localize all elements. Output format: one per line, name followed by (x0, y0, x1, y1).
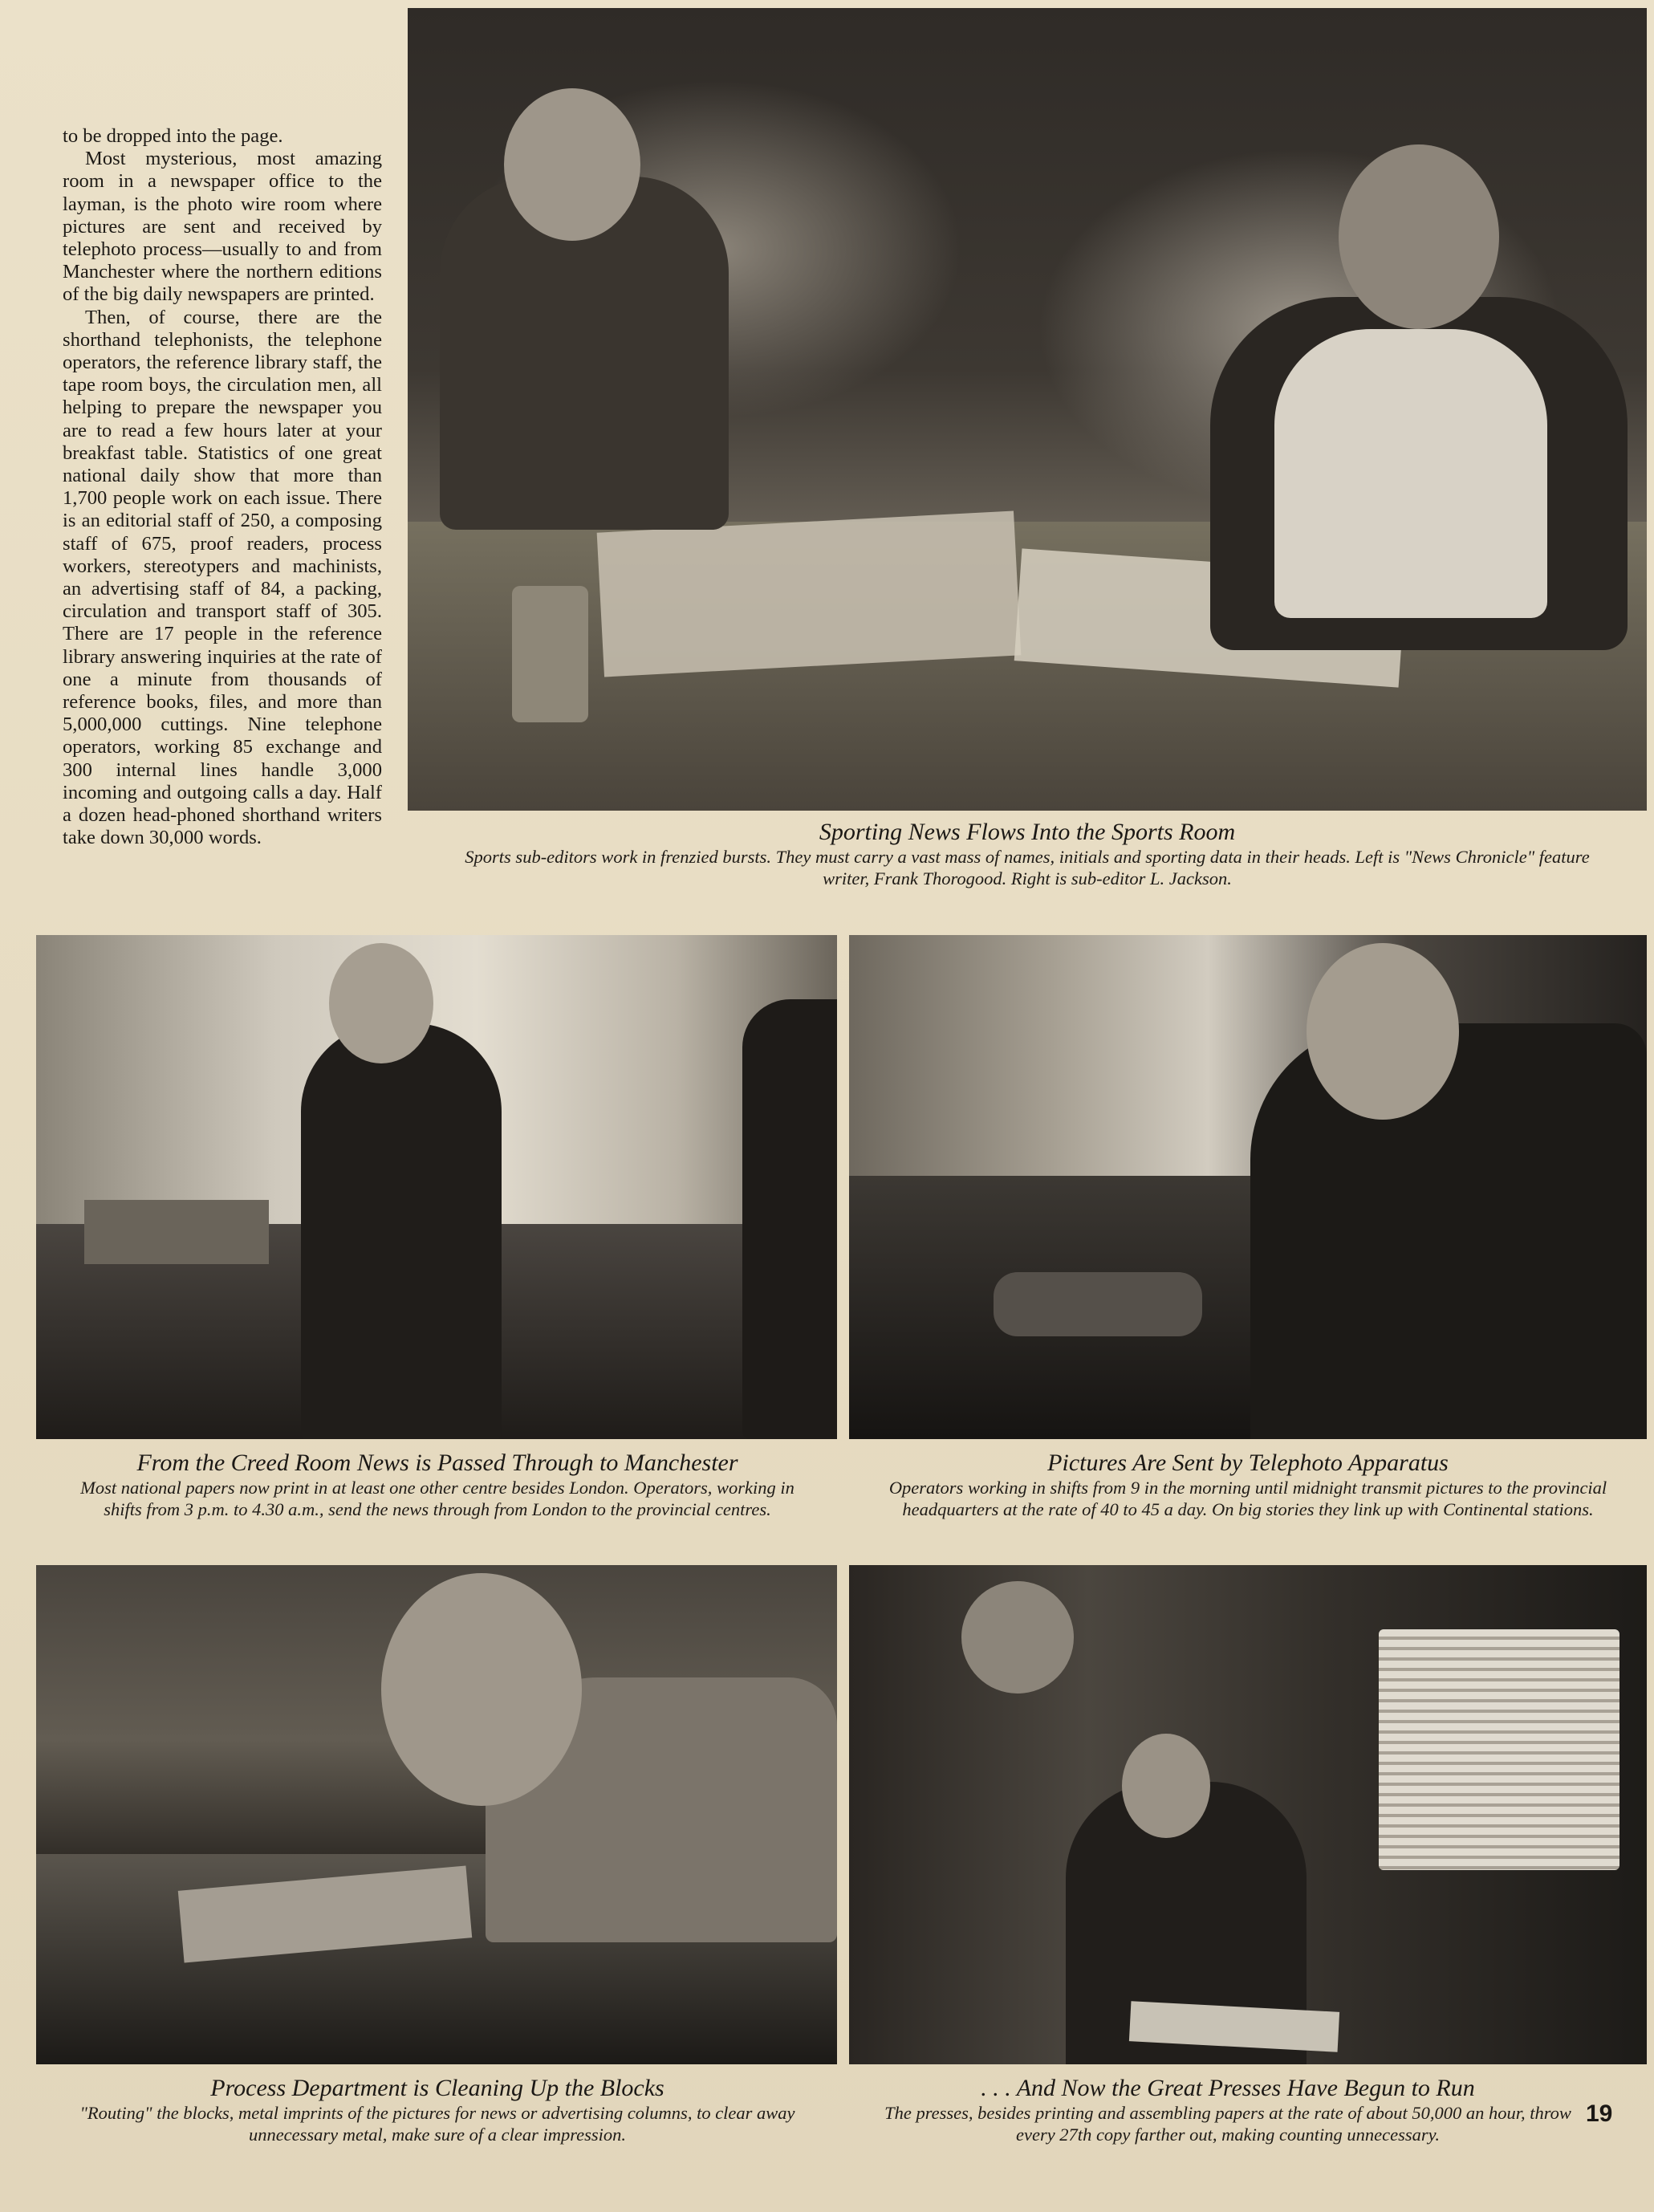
photo-presses (849, 1565, 1647, 2064)
photo-caption: Sports sub-editors work in frenzied bursts. They must carry a vast mass of names, initials and sporting data in their heads. Left is "News Chronicle" feature writer, Frank Thorogood. Right is sub-editor L. Jackson. (465, 847, 1590, 888)
photo-caption: The presses, besides printing and assembling papers at the rate of about 50,000 an hour, throw every 27th copy farther out, making counting unnecessary. (884, 2103, 1571, 2145)
caption-process-department (68, 2075, 807, 2145)
photo-caption: "Routing" the blocks, metal imprints of the pictures for news or advertising columns, to clear away unnecessary metal, make sure of a clear impression. (79, 2103, 795, 2145)
paragraph: Most mysterious, most amazing room in a newspaper office to the layman, is the photo wire room where pictures are sent and received by telephoto process—usually to and from Manchester where the northern editions of the big daily newspapers are printed. (63, 148, 382, 306)
photo-creed-room (36, 935, 837, 1439)
page-number: 19 (1586, 2100, 1613, 2127)
photo-title: From the Creed Room News is Passed Through to Manchester (136, 1450, 738, 1476)
caption-telephoto (875, 1450, 1621, 1520)
photo-title: Sporting News Flows Into the Sports Room (819, 819, 1236, 845)
photo-title: . . . And Now the Great Presses Have Begun to Run (981, 2075, 1475, 2101)
photo-title: Process Department is Cleaning Up the Blocks (210, 2075, 664, 2101)
caption-sports-room (449, 819, 1605, 889)
photo-caption: Operators working in shifts from 9 in the morning until midnight transmit pictures to the provincial headquarters at the rate of 40 to 45 a day. On big stories they link up with Continental stations. (888, 1478, 1607, 1519)
article-column (63, 125, 382, 850)
paragraph: Then, of course, there are the shorthand telephonists, the telephone operators, the reference library staff, the tape room boys, the circulation men, all helping to prepare the newspaper you are to read a few hours later at your breakfast table. Statistics of one great national daily show that more than 1,700 people work on each issue. There is an editorial staff of 250, a composing staff of 675, proof readers, process workers, stereotypers and machinists, an advertising staff of 84, a packing, circulation and transport staff of 305. There are 17 people in the reference library answering inquiries at the rate of one a minute from thousands of reference books, files, and more than 5,000,000 cuttings. Nine telephone operators, working 85 exchange and 300 internal lines handle 3,000 incoming and outgoing calls a day. Half a dozen head-phoned shorthand writers take down 30,000 words. (63, 306, 382, 849)
paragraph: to be dropped into the page. (63, 125, 283, 147)
photo-telephoto (849, 935, 1647, 1439)
caption-creed-room (68, 1450, 807, 1520)
photo-title: Pictures Are Sent by Telephoto Apparatus (1047, 1450, 1449, 1476)
photo-caption: Most national papers now print in at least one other centre besides London. Operators, working in shifts from 3 p.m. to 4.30 a.m., send the news through from London to the provincial centres. (80, 1478, 794, 1519)
photo-sports-room (408, 8, 1647, 811)
photo-process-department (36, 1565, 837, 2064)
caption-presses (875, 2075, 1581, 2145)
